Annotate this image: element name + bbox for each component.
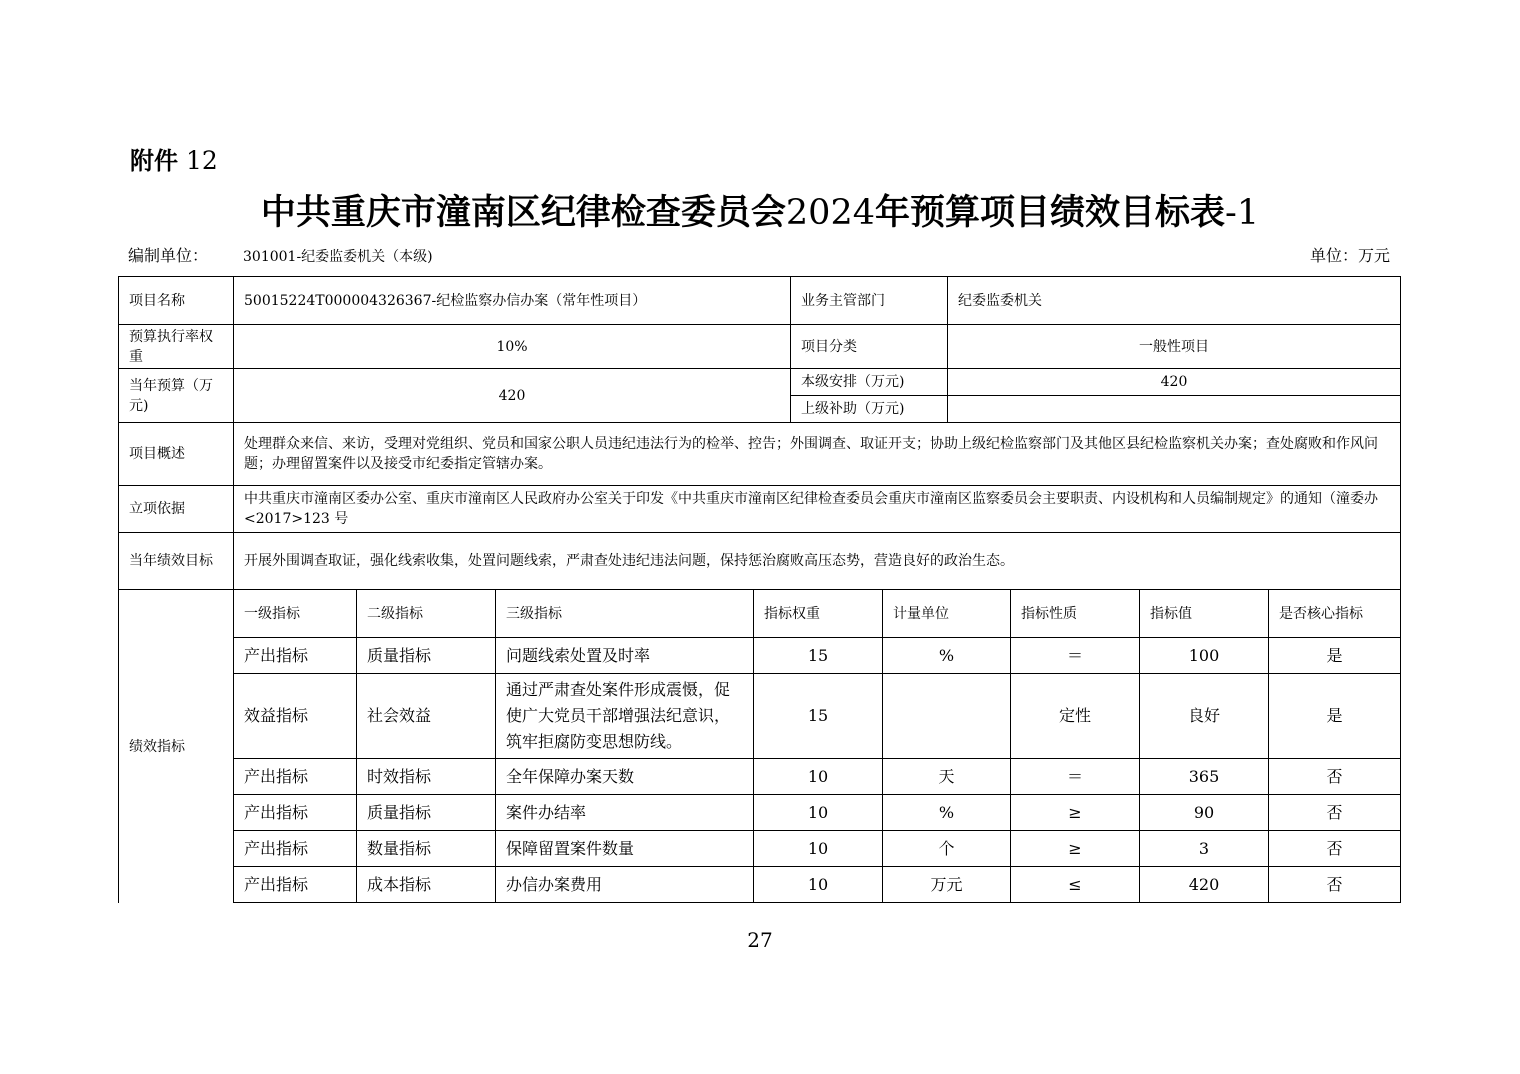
table-row: 产出指标 bbox=[233, 866, 357, 903]
dept-value: 纪委监委机关 bbox=[947, 276, 1401, 325]
table-row: 产出指标 bbox=[233, 758, 357, 795]
table-row: 数量指标 bbox=[356, 830, 496, 867]
table-row: 10 bbox=[753, 830, 883, 867]
project-name-value: 50015224T000004326367-纪检监察办信办案（常年性项目） bbox=[233, 276, 791, 325]
table-row: 3 bbox=[1139, 830, 1269, 867]
dept-label: 业务主管部门 bbox=[790, 276, 948, 325]
category-label: 项目分类 bbox=[790, 324, 948, 369]
overview-value: 处理群众来信、来访，受理对党组织、党员和国家公职人员违纪违法行为的检举、控告；外围调查、取证开支；协助上级纪检监察部门及其他区县纪检监察机关办案；查处腐败和作风问题；办理留置案件以及接受市纪委指定管辖办案。 bbox=[233, 422, 1401, 486]
table-row: 100 bbox=[1139, 637, 1269, 674]
table-row: 定性 bbox=[1010, 673, 1140, 759]
table-row: 案件办结率 bbox=[495, 794, 754, 831]
table-row: ＝ bbox=[1010, 758, 1140, 795]
table-row: 产出指标 bbox=[233, 830, 357, 867]
exec-rate-label: 预算执行率权重 bbox=[118, 324, 234, 369]
table-row: 天 bbox=[882, 758, 1011, 795]
table-row: 社会效益 bbox=[356, 673, 496, 759]
project-name-label: 项目名称 bbox=[118, 276, 234, 325]
table-row: 个 bbox=[882, 830, 1011, 867]
org-value: 301001-纪委监委机关（本级) bbox=[243, 249, 433, 265]
superior-value bbox=[947, 395, 1401, 423]
table-row: ≥ bbox=[1010, 830, 1140, 867]
table-row: 365 bbox=[1139, 758, 1269, 795]
table-row: 是 bbox=[1268, 673, 1401, 759]
table-row: 质量指标 bbox=[356, 637, 496, 674]
superior-label: 上级补助（万元) bbox=[790, 395, 948, 423]
goal-value: 开展外围调查取证，强化线索收集，处置问题线索，严肃查处违纪违法问题，保持惩治腐败高压态势，营造良好的政治生态。 bbox=[233, 532, 1401, 590]
table-row: 15 bbox=[753, 673, 883, 759]
table-row: 效益指标 bbox=[233, 673, 357, 759]
table-row: 否 bbox=[1268, 794, 1401, 831]
overview-label: 项目概述 bbox=[118, 422, 234, 486]
table-row: 问题线索处置及时率 bbox=[495, 637, 754, 674]
table-row bbox=[882, 673, 1011, 759]
table-row: 90 bbox=[1139, 794, 1269, 831]
budget-value: 420 bbox=[233, 368, 791, 423]
ind-header-7: 指标值 bbox=[1139, 589, 1269, 638]
table-row: 10 bbox=[753, 794, 883, 831]
table-row: 办信办案费用 bbox=[495, 866, 754, 903]
table-row: 成本指标 bbox=[356, 866, 496, 903]
table-row: 时效指标 bbox=[356, 758, 496, 795]
table-row: 否 bbox=[1268, 758, 1401, 795]
table-row: 通过严肃查处案件形成震慑，促使广大党员干部增强法纪意识，筑牢拒腐防变思想防线。 bbox=[495, 673, 754, 759]
basis-value: 中共重庆市潼南区委办公室、重庆市潼南区人民政府办公室关于印发《中共重庆市潼南区纪律检查委员会重庆市潼南区监察委员会主要职责、内设机构和人员编制规定》的通知（潼委办<2017>123 号 bbox=[233, 485, 1401, 533]
table-row: 全年保障办案天数 bbox=[495, 758, 754, 795]
exec-rate-value: 10% bbox=[233, 324, 791, 369]
table-row: ＝ bbox=[1010, 637, 1140, 674]
table-row: 产出指标 bbox=[233, 794, 357, 831]
local-label: 本级安排（万元) bbox=[790, 368, 948, 396]
table-row: 质量指标 bbox=[356, 794, 496, 831]
ind-header-5: 计量单位 bbox=[882, 589, 1011, 638]
table-row: 15 bbox=[753, 637, 883, 674]
table-row: 良好 bbox=[1139, 673, 1269, 759]
ind-header-2: 二级指标 bbox=[356, 589, 496, 638]
category-value: 一般性项目 bbox=[947, 324, 1401, 369]
table-row: 保障留置案件数量 bbox=[495, 830, 754, 867]
perf-label: 绩效指标 bbox=[118, 589, 234, 903]
attachment-label: 附件 12 bbox=[130, 146, 218, 175]
table-row: 否 bbox=[1268, 866, 1401, 903]
unit-label: 单位：万元 bbox=[1309, 246, 1390, 265]
page-title: 中共重庆市潼南区纪律检查委员会2024年预算项目绩效目标表-1 bbox=[260, 193, 1260, 233]
page-number: 27 bbox=[747, 928, 773, 952]
ind-header-4: 指标权重 bbox=[753, 589, 883, 638]
table-row: 10 bbox=[753, 866, 883, 903]
table-row: 是 bbox=[1268, 637, 1401, 674]
table-row: % bbox=[882, 794, 1011, 831]
ind-header-3: 三级指标 bbox=[495, 589, 754, 638]
basis-label: 立项依据 bbox=[118, 485, 234, 533]
table-row: 420 bbox=[1139, 866, 1269, 903]
table-row: 产出指标 bbox=[233, 637, 357, 674]
table-row: 10 bbox=[753, 758, 883, 795]
goal-label: 当年绩效目标 bbox=[118, 532, 234, 590]
table-row: % bbox=[882, 637, 1011, 674]
ind-header-8: 是否核心指标 bbox=[1268, 589, 1401, 638]
ind-header-1: 一级指标 bbox=[233, 589, 357, 638]
table-row: 否 bbox=[1268, 830, 1401, 867]
table-row: 万元 bbox=[882, 866, 1011, 903]
ind-header-6: 指标性质 bbox=[1010, 589, 1140, 638]
org-label: 编制单位： bbox=[128, 246, 209, 265]
local-value: 420 bbox=[947, 368, 1401, 396]
table-row: ≤ bbox=[1010, 866, 1140, 903]
table-row: ≥ bbox=[1010, 794, 1140, 831]
budget-label: 当年预算（万元) bbox=[118, 368, 234, 423]
